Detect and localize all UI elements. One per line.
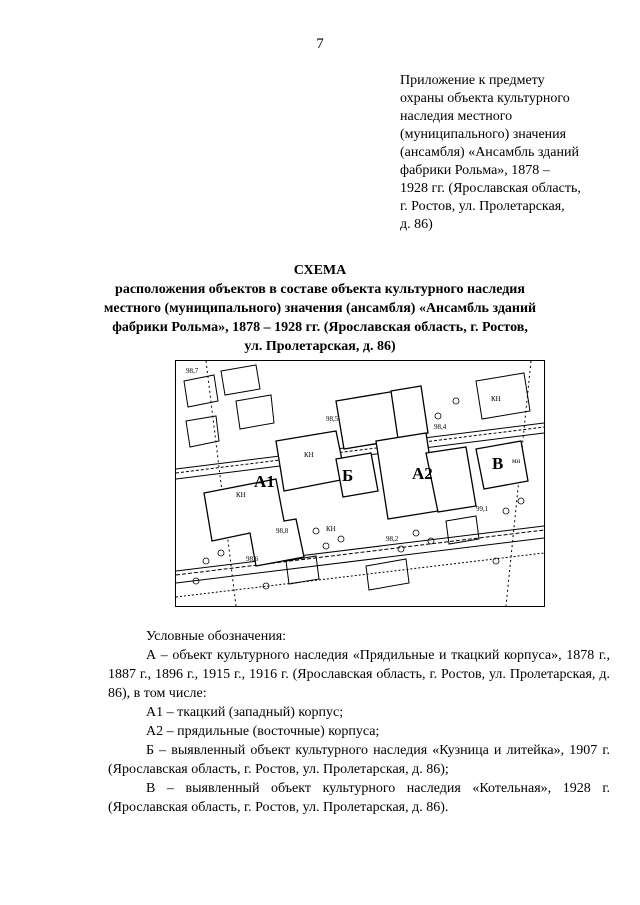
map-height: 98,2 — [386, 535, 399, 543]
legend-item-v: В – выявленный объект культурного наследия «Котельная», 1928 г. (Ярославская область, г. Ростов, ул. Пролетарская, д. 86). — [108, 781, 610, 815]
map-label-mn: мн — [512, 457, 521, 465]
building-a2 — [336, 386, 476, 519]
appendix-line: охраны объекта культурного — [400, 91, 570, 106]
appendix-line: наследия местного — [400, 109, 513, 124]
site-plan-map — [175, 360, 545, 607]
map-label-kn: КН — [491, 395, 501, 403]
map-label-a2: А2 — [412, 464, 433, 483]
map-label-a1: А1 — [254, 472, 275, 491]
map-label-v: В — [492, 454, 504, 473]
appendix-line: г. Ростов, ул. Пролетарская, — [400, 199, 565, 214]
map-height: 98,8 — [276, 527, 289, 535]
appendix-line: 1928 гг. (Ярославская область, — [400, 181, 581, 196]
appendix-line: д. 86) — [400, 217, 433, 232]
legend-item-b: Б – выявленный объект культурного наследия «Кузница и литейка», 1907 г. (Ярославская область, г. Ростов, ул. Пролетарская, д. 86); — [108, 743, 610, 777]
appendix-line: Приложение к предмету — [400, 73, 545, 88]
map-label-kn: КН — [326, 525, 336, 533]
legend-item-a1: А1 – ткацкий (западный) корпус; — [146, 705, 344, 720]
appendix-note — [400, 72, 620, 234]
title-line: ул. Пролетарская, д. 86) — [244, 339, 396, 354]
legend-item-a2: А2 – прядильные (восточные) корпуса; — [146, 724, 380, 739]
map-label-kn: КН — [304, 451, 314, 459]
map-label-b: Б — [342, 466, 354, 485]
legend-heading: Условные обозначения: — [146, 629, 287, 644]
map-height: 98,4 — [434, 423, 447, 431]
title-line: фабрики Рольма», 1878 – 1928 гг. (Ярославская область, г. Ростов, — [112, 320, 528, 335]
appendix-line: фабрики Рольма», 1878 – — [400, 163, 550, 178]
title-line: местного (муниципального) значения (ансамбля) «Ансамбль зданий — [103, 301, 537, 316]
document-title — [0, 261, 640, 356]
page-number: 7 — [316, 36, 324, 52]
legend — [108, 627, 610, 817]
map-label-kn: КН — [236, 491, 246, 499]
appendix-line: (муниципального) значения — [400, 127, 567, 142]
map-height: 98,7 — [186, 367, 199, 375]
map-height: 98,6 — [246, 555, 259, 563]
title-heading: СХЕМА — [293, 263, 347, 278]
building-a1 — [204, 431, 346, 566]
legend-item-a: А – объект культурного наследия «Прядильные и ткацкий корпуса», 1878 г., 1887 г., 1896 г., 1915 г., 1916 г. (Ярославская область, г. Ростов, ул. Пролетарская, д. 86), в том числе: — [108, 648, 610, 701]
map-height: 99,1 — [476, 505, 489, 513]
title-line: расположения объектов в составе объекта культурного наследия — [115, 282, 525, 297]
appendix-line: (ансамбля) «Ансамбль зданий — [400, 145, 579, 160]
map-height: 98,5 — [326, 415, 339, 423]
